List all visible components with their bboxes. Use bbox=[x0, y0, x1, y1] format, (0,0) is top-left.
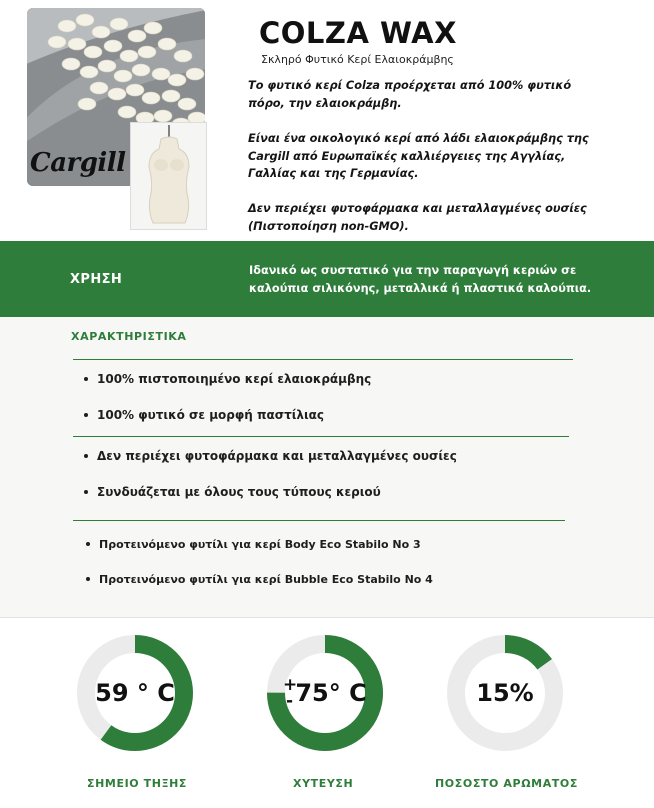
usage-text: Ιδανικό ως συστατικό για την παραγωγή κεριών σε καλούπια σιλικόνης, μεταλλικά ή πλαστικά καλούπια. bbox=[249, 264, 592, 295]
feature-item-label: Προτεινόμενο φυτίλι για κερί Body Eco Stabilo No 3 bbox=[99, 538, 421, 551]
feature-item bbox=[84, 372, 371, 386]
minus-sign: - bbox=[286, 691, 294, 711]
plus-sign: + bbox=[283, 675, 298, 695]
fragrance-load-value: 15% bbox=[476, 679, 534, 707]
fragrance-load-gauge bbox=[445, 633, 565, 753]
feature-item bbox=[84, 485, 381, 499]
fragrance-load-label: ΠΟΣΟΣΤΟ ΑΡΩΜΑΤΟΣ bbox=[435, 777, 578, 790]
feature-item-label: Προτεινόμενο φυτίλι για κερί Bubble Eco Stabilo No 4 bbox=[99, 573, 433, 586]
bullet-icon bbox=[84, 377, 88, 381]
feature-item bbox=[86, 573, 433, 586]
melting-point-value: 59 ° C bbox=[95, 679, 175, 707]
feature-item-label: 100% φυτικό σε μορφή παστίλιας bbox=[97, 408, 325, 422]
candle-photo bbox=[130, 122, 207, 230]
melting-point-gauge bbox=[75, 633, 195, 753]
feature-item-label: Δεν περιέχει φυτοφάρμακα και μεταλλαγμένες ουσίες bbox=[97, 449, 457, 463]
melting-point-label: ΣΗΜΕΙΟ ΤΗΞΗΣ bbox=[87, 777, 188, 790]
usage-label: ΧΡΗΣΗ bbox=[70, 272, 123, 287]
usage-band bbox=[0, 241, 654, 317]
torso-candle-illustration bbox=[131, 123, 206, 229]
bullet-icon bbox=[84, 454, 88, 458]
feature-item-label: 100% πιστοποιημένο κερί ελαιοκράμβης bbox=[97, 372, 372, 386]
features-divider-2 bbox=[73, 436, 569, 437]
pouring-temp-gauge bbox=[265, 633, 385, 753]
bullet-icon bbox=[86, 577, 90, 581]
features-section bbox=[0, 317, 654, 617]
feature-item bbox=[84, 449, 457, 463]
feature-item bbox=[86, 538, 421, 551]
pouring-temp-value: 75° C bbox=[295, 679, 367, 707]
feature-item bbox=[84, 408, 324, 422]
features-divider-1 bbox=[73, 359, 573, 360]
page-subtitle: Σκληρό Φυτικό Κερί Ελαιοκράμβης bbox=[261, 53, 454, 66]
bullet-icon bbox=[84, 413, 88, 417]
page-title: COLZA WAX bbox=[259, 16, 457, 50]
bullet-icon bbox=[84, 490, 88, 494]
feature-item-label: Συνδυάζεται με όλους τους τύπους κεριού bbox=[97, 485, 381, 499]
bullet-icon bbox=[86, 542, 90, 546]
intro-paragraph-3: Δεν περιέχει φυτοφάρμακα και μεταλλαγμένες ουσίες (Πιστοποίηση non-GMO). bbox=[248, 202, 587, 233]
features-title: ΧΑΡΑΚΤΗΡΙΣΤΙΚΑ bbox=[71, 330, 187, 343]
pouring-temp-label: ΧΥΤΕΥΣΗ bbox=[293, 777, 354, 790]
features-divider-3 bbox=[73, 520, 565, 521]
cargill-logo: Cargill bbox=[30, 148, 126, 178]
product-header-section bbox=[0, 0, 654, 240]
stats-section bbox=[0, 617, 654, 808]
intro-paragraph-1: Το φυτικό κερί Colza προέρχεται από 100% φυτικό πόρο, την ελαιοκράμβη. bbox=[248, 79, 572, 110]
intro-paragraph-2: Είναι ένα οικολογικό κερί από λάδι ελαιοκράμβης της Cargill από Ευρωπαϊκές καλλιέργειες της Αγγλίας, Γαλλίας και της Γερμανίας. bbox=[248, 132, 589, 180]
